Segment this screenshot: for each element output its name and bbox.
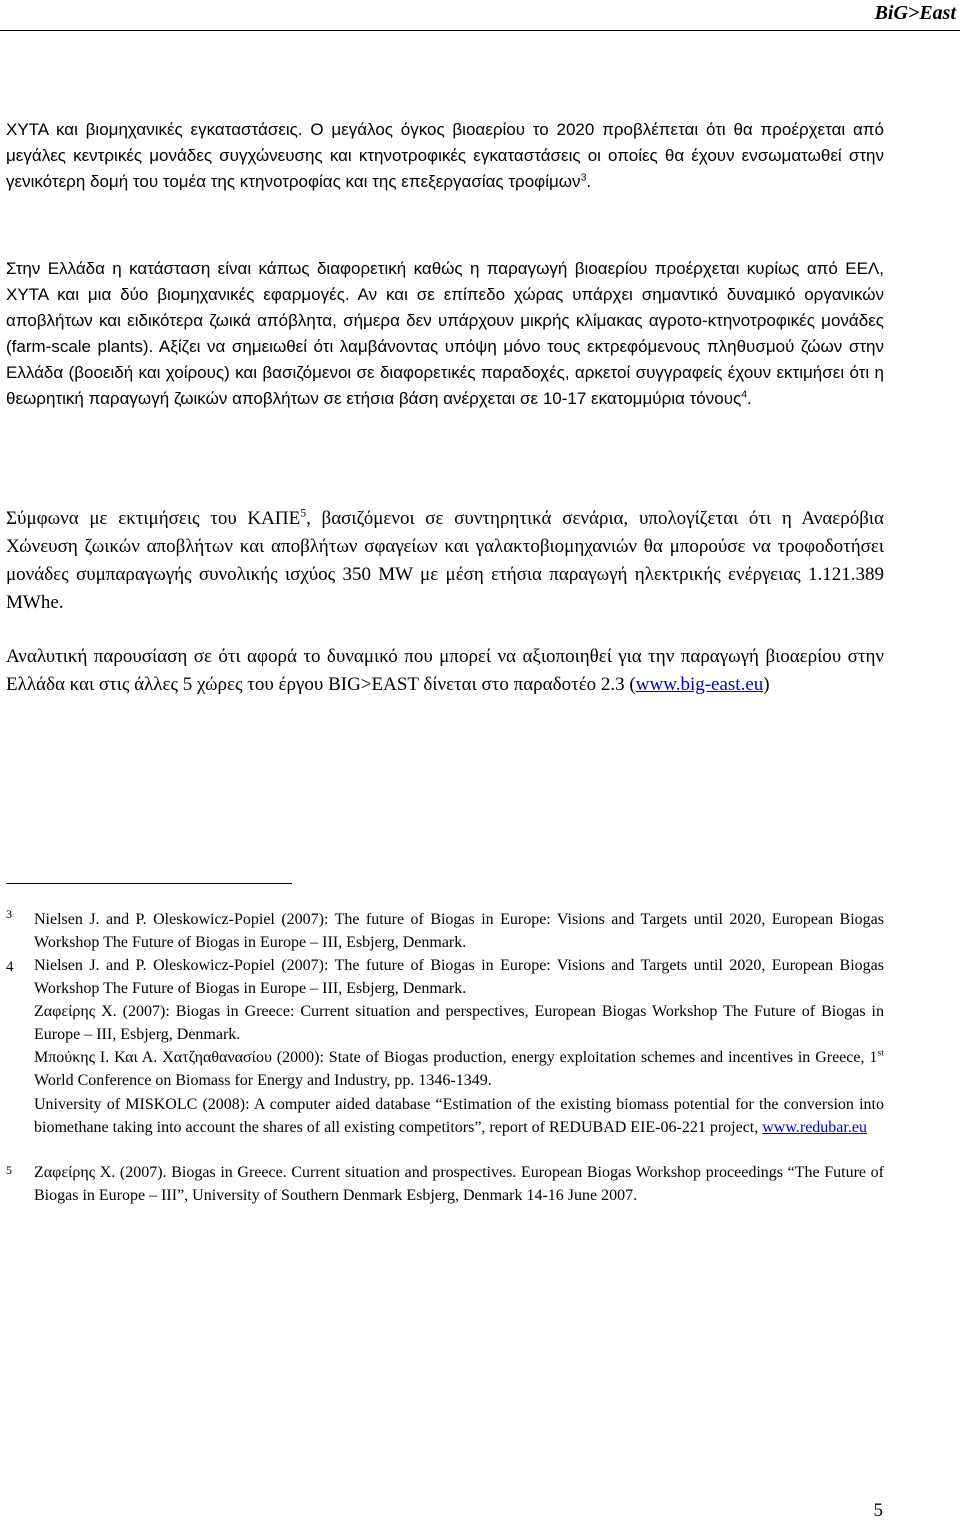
footnote-4-ref-b: Ζαφείρης Χ. (2007): Biogas in Greece: Current situation and perspectives, European Biogas Workshop The Future of Biogas in Europe – III, Esbjerg, Denmark. <box>34 1003 884 1043</box>
paragraph-4-after: ) <box>763 674 770 695</box>
footnote-4-ref-d-before: University of MISKOLC (2008): A computer aided database “Estimation of the existing biomass potential for the conversion into biomethane taking into account the shares of all existing competitors”, report of REDUBAD EIE-06-221 project, <box>34 1096 884 1136</box>
page-header <box>0 0 960 31</box>
paragraph-3 <box>6 505 884 617</box>
paragraph-4-before: Αναλυτική παρουσίαση σε ότι αφορά το δυναμικό που μπορεί να αξιοποιηθεί για την παραγωγή βιοαερίου στην Ελλάδα και στις άλλες 5 χώρες του έργου BIG>EAST δίνεται στο παραδοτέο 2.3 ( <box>6 646 884 695</box>
paragraph-2 <box>6 256 884 412</box>
footnote-4-ref-c-before: Μπούκης Ι. Και Α. Χατζηαθανασίου (2000): State of Biogas production, energy exploitation schemes and incentives in Greece, 1 <box>34 1049 878 1066</box>
paragraph-1 <box>6 117 884 195</box>
paragraph-3-before: Σύμφωνα με εκτιμήσεις του ΚΑΠΕ <box>6 508 301 529</box>
footnote-ref-4[interactable]: 4 <box>741 388 748 401</box>
paragraph-3-after: , βασιζόμενοι σε συντηρητικά σενάρια, υπολογίζεται ότι η Αναερόβια Χώνευση ζωικών αποβλήτων και αποβλήτων σφαγείων και γαλακτοβιομηχανιών θα μπορούσε να τροφοδοτήσει μονάδες συμπαραγωγής συνολικής ισχύος 350 MW με μέση ετήσια παραγωγή ηλεκτρικής ενέργειας 1.121.389 MWhe. <box>6 508 884 613</box>
paragraph-2-end: . <box>747 389 752 408</box>
redubar-link[interactable]: www.redubar.eu <box>762 1119 867 1136</box>
footnote-ref-5[interactable]: 5 <box>300 506 307 520</box>
footnote-4-ref-c <box>34 1046 884 1092</box>
footnote-4-number: 4 <box>6 959 14 975</box>
footnote-4-ref-a: Nielsen J. and P. Oleskowicz-Popiel (2007): The future of Biogas in Europe: Visions and Targets until 2020, European Biogas Workshop The Future of Biogas in Europe – III, Esbjerg, Denmark. <box>34 957 884 997</box>
paragraph-2-text: Στην Ελλάδα η κατάσταση είναι κάπως διαφορετική καθώς η παραγωγή βιοαερίου προέρχεται κυρίως από ΕΕΛ, ΧΥΤΑ και μια δύο βιομηχανικές εφαρμογές. Αν και σε επίπεδο χώρας υπάρχει σημαντικό δυναμικό οργανικών αποβλήτων και ειδικότερα ζωικά απόβλητα, σήμερα δεν υπάρχουν μικρής κλίμακας αγροτο-κτηνοτροφικές μονάδες (farm-scale plants). Αξίζει να σημειωθεί ότι λαμβάνοντας υπόψη μόνο τους εκτρεφόμενους πληθυσμού ζώων στην Ελλάδα (βοοειδή και χοίρους) και βασιζόμενοι σε διαφορετικές παραδοχές, αρκετοί συγγραφείς έχουν εκτιμήσει ότι η θεωρητική παραγωγή ζωικών αποβλήτων σε ετήσια βάση ανέρχεται σε 10-17 εκατομμύρια τόνους <box>6 259 884 408</box>
paragraph-4 <box>6 643 884 699</box>
footnote-5-number: 5 <box>6 1163 12 1177</box>
footnote-4-ref-c-sup: st <box>877 1047 884 1059</box>
header-title: BiG>East <box>874 2 956 24</box>
page-number: 5 <box>873 1500 883 1521</box>
big-east-link[interactable]: www.big-east.eu <box>635 674 764 695</box>
footnote-separator <box>6 883 292 884</box>
paragraph-1-end: . <box>586 172 592 191</box>
footnote-4-ref-d <box>34 1093 884 1139</box>
footnote-5-text: Ζαφείρης Χ. (2007). Biogas in Greece. Current situation and prospectives. European Biogas Workshop proceedings “The Future of Biogas in Europe – III”, University of Southern Denmark Esbjerg, Denmark 14-16 June 2007. <box>34 1164 884 1204</box>
footnote-3-text: Nielsen J. and P. Oleskowicz-Popiel (2007): The future of Biogas in Europe: Visions and Targets until 2020, European Biogas Workshop The Future of Biogas in Europe – III, Esbjerg, Denmark. <box>34 911 884 951</box>
footnote-3-number: 3 <box>6 907 12 921</box>
footnote-4-ref-c-after: World Conference on Biomass for Energy and Industry, pp. 1346-1349. <box>34 1072 492 1089</box>
footnote-ref-3[interactable]: 3 <box>580 171 587 184</box>
paragraph-1-text: ΧΥΤΑ και βιομηχανικές εγκαταστάσεις. Ο μεγάλος όγκος βιοαερίου το 2020 προβλέπεται ότι θα προέρχεται από μεγάλες κεντρικές μονάδες συγχώνευσης και κτηνοτροφικές εγκαταστάσεις οι οποίες θα έχουν ενσωματωθεί στην γενικότερη δομή του τομέα της κτηνοτροφίας και της επεξεργασίας τροφίμων <box>6 120 884 191</box>
